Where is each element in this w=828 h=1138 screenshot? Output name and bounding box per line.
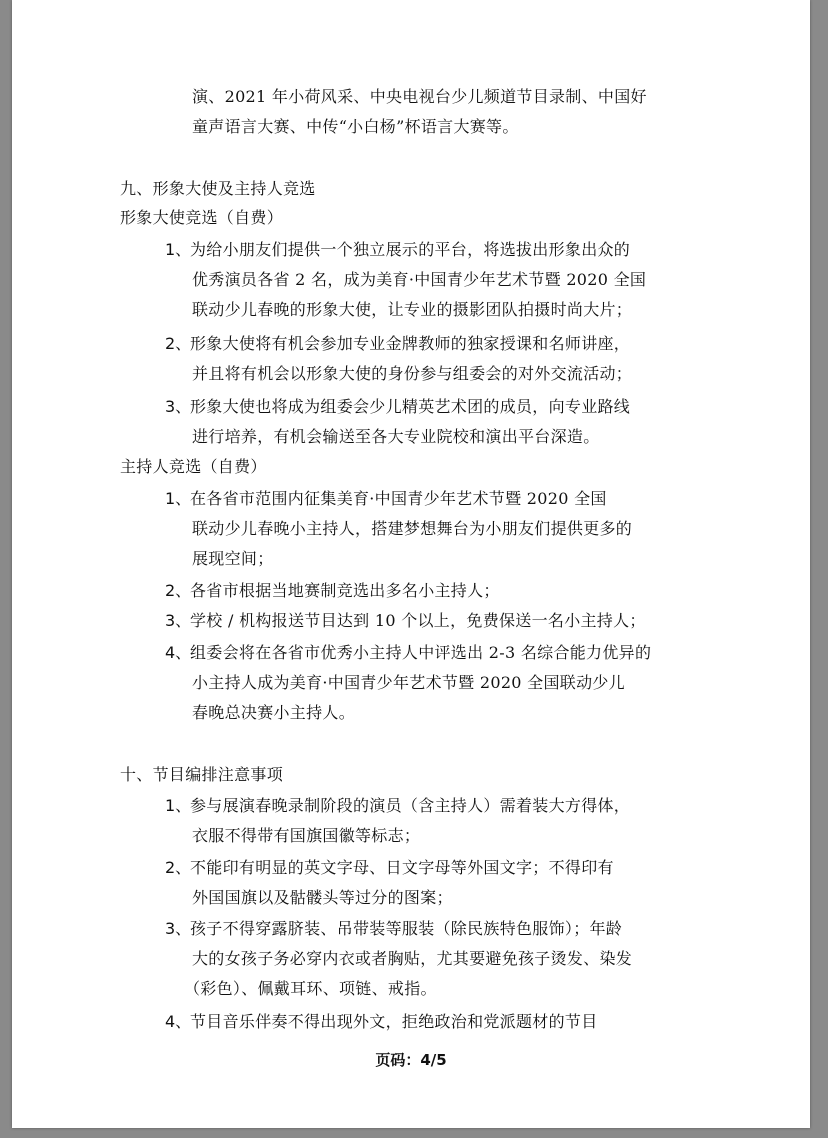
list-item-line: 形象大使将有机会参加专业金牌教师的独家授课和名师讲座， (190, 334, 631, 353)
list-item-line: 组委会将在各省市优秀小主持人中评选出 2-3 名综合能力优异的 (190, 643, 652, 662)
subsection-title: 形象大使竞选（自费） (120, 208, 284, 227)
list-item-line: 不能印有明显的英文字母、日文字母等外国文字；不得印有 (190, 858, 614, 877)
list-item-line: 在各省市范围内征集美育·中国青少年艺术节暨 2020 全国 (190, 489, 607, 508)
list-item-line: 联动少儿春晚的形象大使，让专业的摄影团队拍摄时尚大片； (192, 300, 633, 319)
list-item-line: 学校 / 机构报送节目达到 10 个以上，免费保送一名小主持人； (190, 611, 646, 630)
list-item-line: 并且将有机会以形象大使的身份参与组委会的对外交流活动； (192, 364, 633, 383)
list-number: 4、 (165, 643, 192, 662)
list-item-line: 形象大使也将成为组委会少儿精英艺术团的成员，向专业路线 (190, 397, 631, 416)
list-item-line: 外国国旗以及骷髅头等过分的图案； (192, 888, 453, 907)
list-item-line: 各省市根据当地赛制竞选出多名小主持人； (190, 581, 500, 600)
list-item-line: 孩子不得穿露脐装、吊带装等服装（除民族特色服饰）；年龄 (190, 919, 623, 938)
section-heading: 十、节目编排注意事项 (120, 765, 284, 784)
list-item-line: 小主持人成为美育·中国青少年艺术节暨 2020 全国联动少儿 (192, 673, 625, 692)
list-number: 1、 (165, 240, 192, 259)
list-number: 2、 (165, 858, 192, 877)
list-item-line: 联动少儿春晚小主持人，搭建梦想舞台为小朋友们提供更多的 (192, 519, 633, 538)
document-page (12, 0, 810, 1128)
list-number: 4、 (165, 1012, 192, 1031)
list-item-line: 优秀演员各省 2 名，成为美育·中国青少年艺术节暨 2020 全国 (192, 270, 647, 289)
list-number: 2、 (165, 334, 192, 353)
list-number: 3、 (165, 397, 192, 416)
list-number: 1、 (165, 796, 192, 815)
list-number: 3、 (165, 611, 192, 630)
page-number: 页码：4/5 (375, 1051, 447, 1069)
subsection-title: 主持人竞选（自费） (120, 457, 267, 476)
list-item-line: 衣服不得带有国旗国徽等标志； (192, 826, 421, 845)
list-item-line: 大的女孩子务必穿内衣或者胸贴，尤其要避免孩子烫发、染发 (192, 949, 633, 968)
list-item-line: 春晚总决赛小主持人。 (192, 703, 356, 722)
list-item-line: 节目音乐伴奏不得出现外文，拒绝政治和党派题材的节目 (190, 1012, 598, 1031)
section-heading: 九、形象大使及主持人竞选 (120, 179, 316, 198)
list-number: 3、 (165, 919, 192, 938)
list-item-line: 展现空间； (192, 549, 274, 568)
intro-line: 演、2021 年小荷风采、中央电视台少儿频道节目录制、中国好 (192, 87, 647, 106)
intro-line: 童声语言大赛、中传“小白杨”杯语言大赛等。 (192, 117, 519, 136)
list-number: 1、 (165, 489, 192, 508)
list-item-line: 进行培养，有机会输送至各大专业院校和演出平台深造。 (192, 427, 600, 446)
list-item-line: 为给小朋友们提供一个独立展示的平台，将选拔出形象出众的 (190, 240, 631, 259)
list-item-line: 参与展演春晚录制阶段的演员（含主持人）需着装大方得体， (190, 796, 631, 815)
list-number: 2、 (165, 581, 192, 600)
list-item-line: （彩色）、佩戴耳环、项链、戒指。 (184, 979, 437, 998)
